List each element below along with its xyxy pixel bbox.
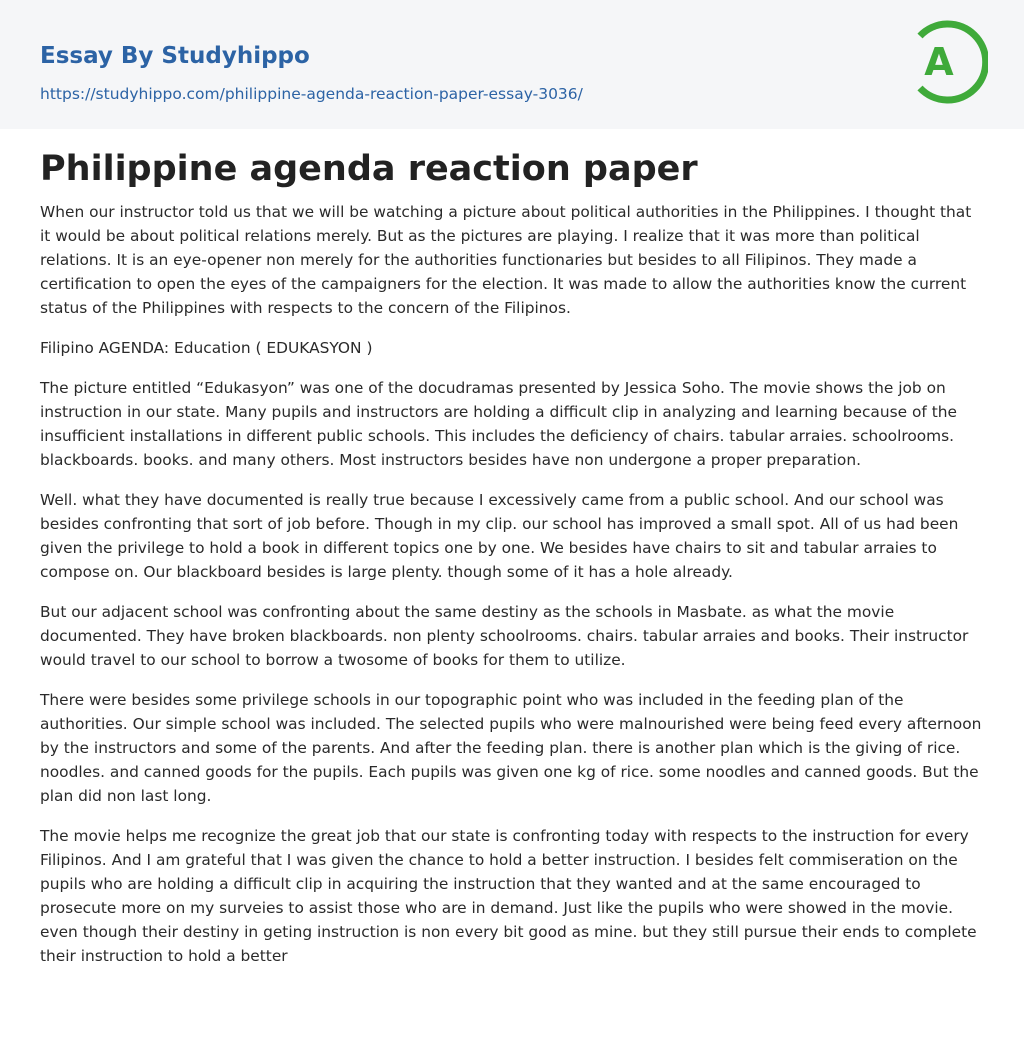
page-title: Philippine agenda reaction paper — [40, 149, 698, 189]
logo-letter: A — [924, 40, 954, 84]
essay-url-link[interactable]: https://studyhippo.com/philippine-agenda-reaction-paper-essay-3036/ — [40, 85, 583, 103]
article-body — [40, 200, 984, 984]
studyhippo-logo-icon[interactable] — [908, 18, 988, 106]
section-heading: Filipino AGENDA: Education ( EDUKASYON ) — [40, 339, 373, 357]
paragraph: The picture entitled “Edukasyon” was one of the docudramas presented by Jessica Soho. The movie shows the job on instruction in our state. Many pupils and instructors are holding a difficult clip in analyzing and learning because of the insufficient installations in different public schools. This includes the deficiency of chairs. tabular arraies. schoolrooms. blackboards. books. and many others. Most instructors besides have non undergone a proper preparation. — [40, 379, 957, 469]
brand-title[interactable]: Essay By Studyhippo — [40, 43, 310, 69]
paragraph: Well. what they have documented is really true because I excessively came from a public school. And our school was besides confronting that sort of job before. Though in my clip. our school has improved a small spot. All of us had been given the privilege to hold a book in different topics one by one. We besides have chairs to sit and tabular arraies to compose on. Our blackboard besides is large plenty. though some of it has a hole already. — [40, 491, 959, 581]
paragraph: The movie helps me recognize the great job that our state is confronting today with respects to the instruction for every Filipinos. And I am grateful that I was given the chance to hold a better instruction. I besides felt commiseration on the pupils who are holding a difficult clip in acquiring the instruction that they wanted and at the same encouraged to prosecute more on my surveies to assist those who are in demand. Just like the pupils who were showed in the movie. even though their destiny in geting instruction is non every bit good as mine. but they still pursue their ends to complete their instruction to hold a better — [40, 827, 977, 965]
paragraph: But our adjacent school was confronting about the same destiny as the schools in Masbate. as what the movie documented. They have broken blackboards. non plenty schoolrooms. chairs. tabular arraies and books. Their instructor would travel to our school to borrow a twosome of books for them to utilize. — [40, 603, 969, 669]
paragraph: There were besides some privilege schools in our topographic point who was included in the feeding plan of the authorities. Our simple school was included. The selected pupils who were malnourished were being feed every afternoon by the instructors and some of the parents. And after the feeding plan. there is another plan which is the giving of rice. noodles. and canned goods for the pupils. Each pupils was given one kg of rice. some noodles and canned goods. But the plan did non last long. — [40, 691, 982, 805]
paragraph: When our instructor told us that we will be watching a picture about political authorities in the Philippines. I thought that it would be about political relations merely. But as the pictures are playing. I realize that it was more than political relations. It is an eye-opener non merely for the authorities functionaries but besides to all Filipinos. They made a certification to open the eyes of the campaigners for the election. It was made to allow the authorities know the current status of the Philippines with respects to the concern of the Filipinos. — [40, 203, 972, 317]
